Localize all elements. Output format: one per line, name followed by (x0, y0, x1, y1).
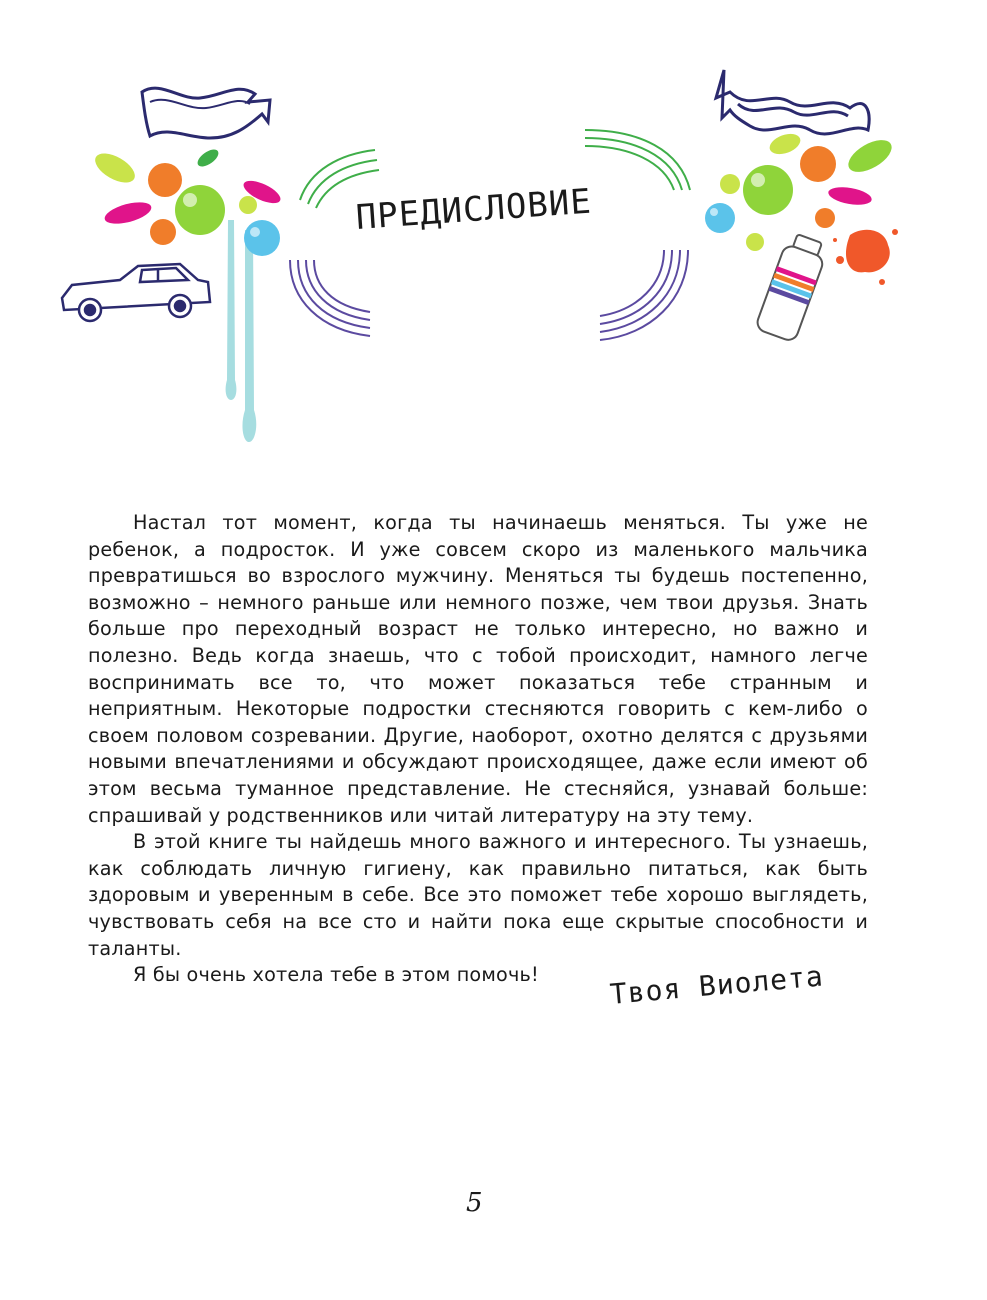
circle-green (175, 185, 225, 235)
page-number: 5 (466, 1188, 483, 1218)
circle-orange (800, 146, 836, 182)
leaf-green-small (195, 146, 222, 170)
drip-2 (242, 230, 256, 442)
leaf-lime (767, 130, 803, 158)
page-title: ПРЕДИСЛОВИЕ (354, 181, 593, 238)
spray-can-icon (755, 231, 830, 342)
circle-orange (148, 163, 182, 197)
paragraph: Настал тот момент, когда ты начинаешь меняться. Ты уже не ребенок, а подросток. И уже совсем скоро из маленького мальчика превратишься во взрослого мужчину. Меняться ты будешь постепенно, возможно – немного раньше или немного позже, чем твои друзья. Знать больше про переходный возраст не только интересно, но важно и полезно. Ведь когда знаешь, что с тобой происходит, намного легче воспринимать все то, что может показаться тебе странным и неприятным. Некоторые подростки стесняются говорить с кем-либо о своем половом созревании. Другие, наоборот, охотно делятся с друзьями новыми впечатлениями и обсуждают происходящее, даже если имеют об этом весьма туманное представление. Не стесняйся, узнавай больше: спрашивай у родственников или читай литературу на эту тему. (88, 511, 868, 827)
car-icon (62, 264, 210, 321)
paragraph: Я бы очень хотела тебе в этом помочь! (133, 963, 539, 987)
right-decoration (690, 60, 930, 350)
leaf-magenta (102, 198, 153, 228)
leaf-green (843, 134, 897, 179)
circle-green (743, 165, 793, 215)
left-arcs (280, 140, 390, 340)
leaf-lime (90, 147, 139, 188)
squiggle-arrow-icon (142, 88, 270, 138)
foreword-text (88, 510, 868, 989)
right-arcs (580, 120, 700, 350)
paint-splash-icon (833, 229, 898, 285)
circle-blue (244, 220, 280, 256)
circle-lime (239, 196, 257, 214)
drip-1 (226, 220, 237, 400)
leaf-magenta (827, 184, 873, 207)
squiggle-arrow-icon (716, 70, 869, 134)
circle-orange-2 (815, 208, 835, 228)
circle-blue (705, 203, 735, 233)
signature: Твоя Виолета (608, 959, 825, 1011)
circle-lime-2 (746, 233, 764, 251)
circle-lime-small (720, 174, 740, 194)
circle-orange-2 (150, 219, 176, 245)
paragraph: В этой книге ты найдешь много важного и интересного. Ты узнаешь, как соблюдать личную гигиену, как правильно питаться, как быть здоровым и уверенным в себе. Все это поможет тебе хорошо выглядеть, чувствовать себя на все сто и найти пока еще скрытые способности и таланты. (88, 830, 868, 960)
